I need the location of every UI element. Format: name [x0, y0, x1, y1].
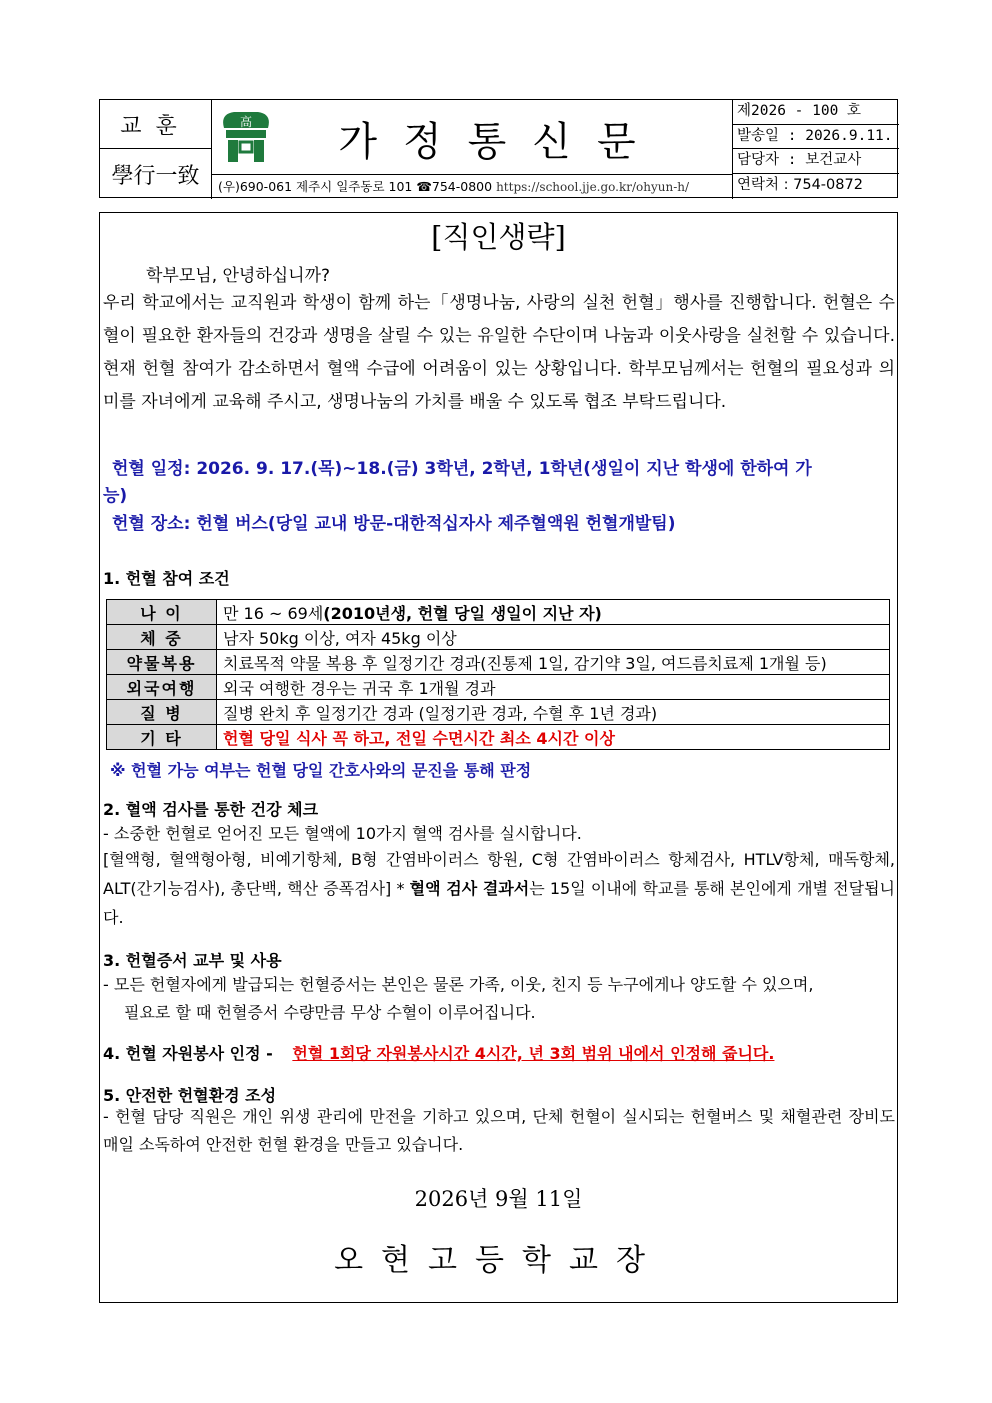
school-logo [216, 106, 276, 166]
table-row: 체 중 남자 50kg 이상, 여자 45kg 이상 [107, 625, 890, 650]
section-3-title: 3. 헌혈증서 교부 및 사용 [103, 951, 282, 970]
contact: 연락처 : 754-0872 [737, 176, 863, 193]
table-row: 약물복용 치료목적 약물 복용 후 일정기간 경과(진통제 1일, 감기약 3일, 여드름치료제 1개월 등) [107, 650, 890, 675]
letter-body [99, 212, 898, 1303]
issue-number: 제2026 - 100 호 [733, 100, 899, 125]
school-address [212, 174, 732, 199]
section-3-line-cont: 필요로 할 때 헌혈증서 수량만큼 무상 수혈이 이루어집니다. [124, 1003, 536, 1022]
section-2-title: 2. 혈액 검사를 통한 건강 체크 [103, 800, 319, 819]
newsletter-header [99, 99, 898, 198]
table-row: 질 병 질병 완치 후 일정기간 경과 (일정기관 경과, 수혈 후 1년 경과) [107, 700, 890, 725]
section-4-title: 4. 헌혈 자원봉사 인정 - 헌혈 1회당 자원봉사시간 4시간, 년 3회 범위 내에서 인정해 줍니다. [103, 1044, 775, 1063]
manager: 담당자 : 보건교사 [733, 149, 899, 174]
table-row: 기 타 헌혈 당일 식사 꼭 하고, 전일 수면시간 최소 4시간 이상 [107, 725, 890, 750]
section-5-title: 5. 안전한 헌혈환경 조성 [103, 1086, 277, 1105]
eligibility-note: ※ 헌혈 가능 여부는 헌혈 당일 간호사와의 문진을 통해 판정 [110, 761, 532, 780]
place-line: 헌혈 장소: 헌혈 버스(당일 교내 방문-대한적십자사 제주혈액원 헌혈개발팀) [112, 514, 676, 534]
principal-signature: 오현고등학교장 [334, 1243, 663, 1278]
schedule-line: 헌혈 일정: 2026. 9. 17.(목)~18.(금) 3학년, 2학년, 1학년(생일이 지난 학생에 한하여 가 [112, 459, 812, 479]
section-5-text: - 헌혈 담당 직원은 개인 위생 관리에 만전을 기하고 있으며, 단체 헌혈이 실시되는 헌혈버스 및 채혈관련 장비도 매일 소독하여 안전한 헌혈 환경을 만들고 있습니다. [103, 1107, 895, 1154]
section-2-tests: [혈액형, 혈액형아형, 비예기항체, B형 간염바이러스 항원, C형 간염바이러스 항체검사, HTLV항체, 매독항체, ALT(간기능검사), 총단백, 핵산 증폭검사] * 혈액 검사 결과서는 15일 이내에 학교를 통해 본인에게 개별 전달됩니다. [103, 850, 895, 927]
svg-text:高: 高 [239, 115, 253, 129]
schedule-line-cont: 능) [103, 486, 128, 506]
section-3-line: - 모든 헌혈자에게 발급되는 헌혈증서는 본인은 물론 가족, 이웃, 친지 등 누구에게나 양도할 수 있으며, [103, 975, 814, 994]
seal-omitted-heading: [직인생략] [431, 220, 566, 254]
letter-date: 2026년 9월 11일 [414, 1187, 583, 1211]
issue-date: 발송일 : 2026.9.11. [733, 125, 899, 150]
issue-meta [732, 100, 899, 199]
section-2-line: - 소중한 헌혈로 얻어진 모든 혈액에 10가지 혈액 검사를 실시합니다. [103, 824, 582, 843]
condition-table [106, 599, 890, 750]
table-row: 외국여행 외국 여행한 경우는 귀국 후 1개월 경과 [107, 675, 890, 700]
table-row: 나 이 만 16 ~ 69세(2010년생, 헌혈 당일 생일이 지난 자) [107, 600, 890, 625]
school-url[interactable]: https://school.jje.go.kr/ohyun-h/ [496, 180, 690, 194]
greeting: 학부모님, 안녕하십니까? [146, 266, 331, 286]
motto-title: 교훈 [100, 100, 212, 149]
newsletter-title: 가정통신문 [338, 118, 662, 165]
intro-paragraph: 우리 학교에서는 교직원과 학생이 함께 하는「생명나눔, 사랑의 실천 헌혈」행사를 진행합니다. 헌혈은 수혈이 필요한 환자들의 건강과 생명을 살릴 수 있는 유일한 수단이며 나눔과 이웃사랑을 실천할 수 있습니다. 현재 헌혈 참여가 감소하면서 혈액 수급에 어려움이 있는 상황입니다. 학부모님께서는 헌혈의 필요성과 의미를 자녀에게 교육해 주시고, 생명나눔의 가치를 배울 수 있도록 협조 부탁드립니다. [103, 293, 895, 412]
address-text: (우)690-061 제주시 일주동로 101 ☎754-0800 [218, 179, 493, 194]
motto-value: 學行一致 [100, 149, 212, 199]
section-1-title: 1. 헌혈 참여 조건 [103, 569, 230, 588]
